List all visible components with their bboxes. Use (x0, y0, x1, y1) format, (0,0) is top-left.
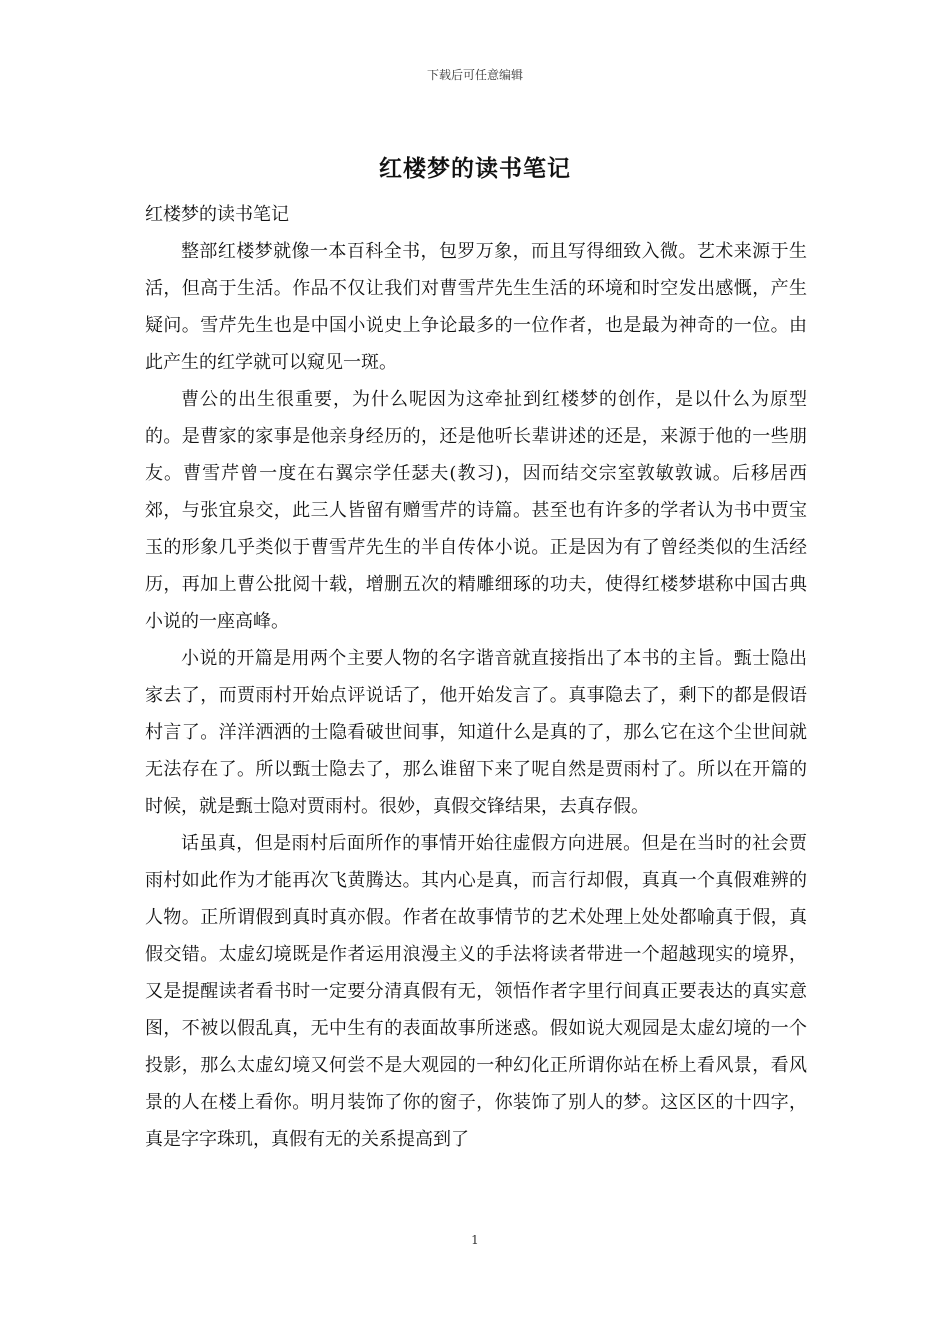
header-note: 下载后可任意编辑 (426, 68, 523, 82)
paragraph-2: 曹公的出生很重要，为什么呢因为这牵扯到红楼梦的创作，是以什么为原型的。是曹家的家事是他亲身经历的，还是他听长辈讲述的还是，来源于他的一些朋友。曹雪芹曾一度在右翼宗学任瑟夫(教习)，因而结交宗室敦敏敦诚。后移居西郊，与张宜泉交，此三人皆留有赠雪芹的诗篇。甚至也有许多的学者认为书中贾宝玉的形象几乎类似于曹雪芹先生的半自传体小说。正是因为有了曾经类似的生活经历，再加上曹公批阅十载，增删五次的精雕细琢的功夫，使得红楼梦堪称中国古典小说的一座高峰。 (145, 389, 807, 632)
document-subtitle: 红楼梦的读书笔记 (145, 204, 289, 225)
document-title: 红楼梦的读书笔记 (379, 155, 571, 182)
page-number: 1 (471, 1233, 479, 1247)
paragraph-3: 小说的开篇是用两个主要人物的名字谐音就直接指出了本书的主旨。甄士隐出家去了，而贾雨村开始点评说话了，他开始发言了。真事隐去了，剩下的都是假语村言了。洋洋洒洒的士隐看破世间事，知道什么是真的了，那么它在这个尘世间就无法存在了。所以甄士隐去了，那么谁留下来了呢自然是贾雨村了。所以在开篇的时候，就是甄士隐对贾雨村。很妙，真假交锋结果，去真存假。 (145, 648, 807, 817)
document-body (145, 196, 807, 1158)
paragraph-1: 整部红楼梦就像一本百科全书，包罗万象，而且写得细致入微。艺术来源于生活，但高于生活。作品不仅让我们对曹雪芹先生生活的环境和时空发出感慨，产生疑问。雪芹先生也是中国小说史上争论最多的一位作者，也是最为神奇的一位。由此产生的红学就可以窥见一斑。 (145, 241, 807, 373)
paragraph-4: 话虽真，但是雨村后面所作的事情开始往虚假方向进展。但是在当时的社会贾雨村如此作为才能再次飞黄腾达。其内心是真，而言行却假，真真一个真假难辨的人物。正所谓假到真时真亦假。作者在故事情节的艺术处理上处处都喻真于假，真假交错。太虚幻境既是作者运用浪漫主义的手法将读者带进一个超越现实的境界，又是提醒读者看书时一定要分清真假有无，领悟作者字里行间真正要表达的真实意图，不被以假乱真，无中生有的表面故事所迷惑。假如说大观园是太虚幻境的一个投影，那么太虚幻境又何尝不是大观园的一种幻化正所谓你站在桥上看风景，看风景的人在楼上看你。明月装饰了你的窗子，你装饰了别人的梦。这区区的十四字，真是字字珠玑，真假有无的关系提高到了 (145, 833, 807, 1150)
